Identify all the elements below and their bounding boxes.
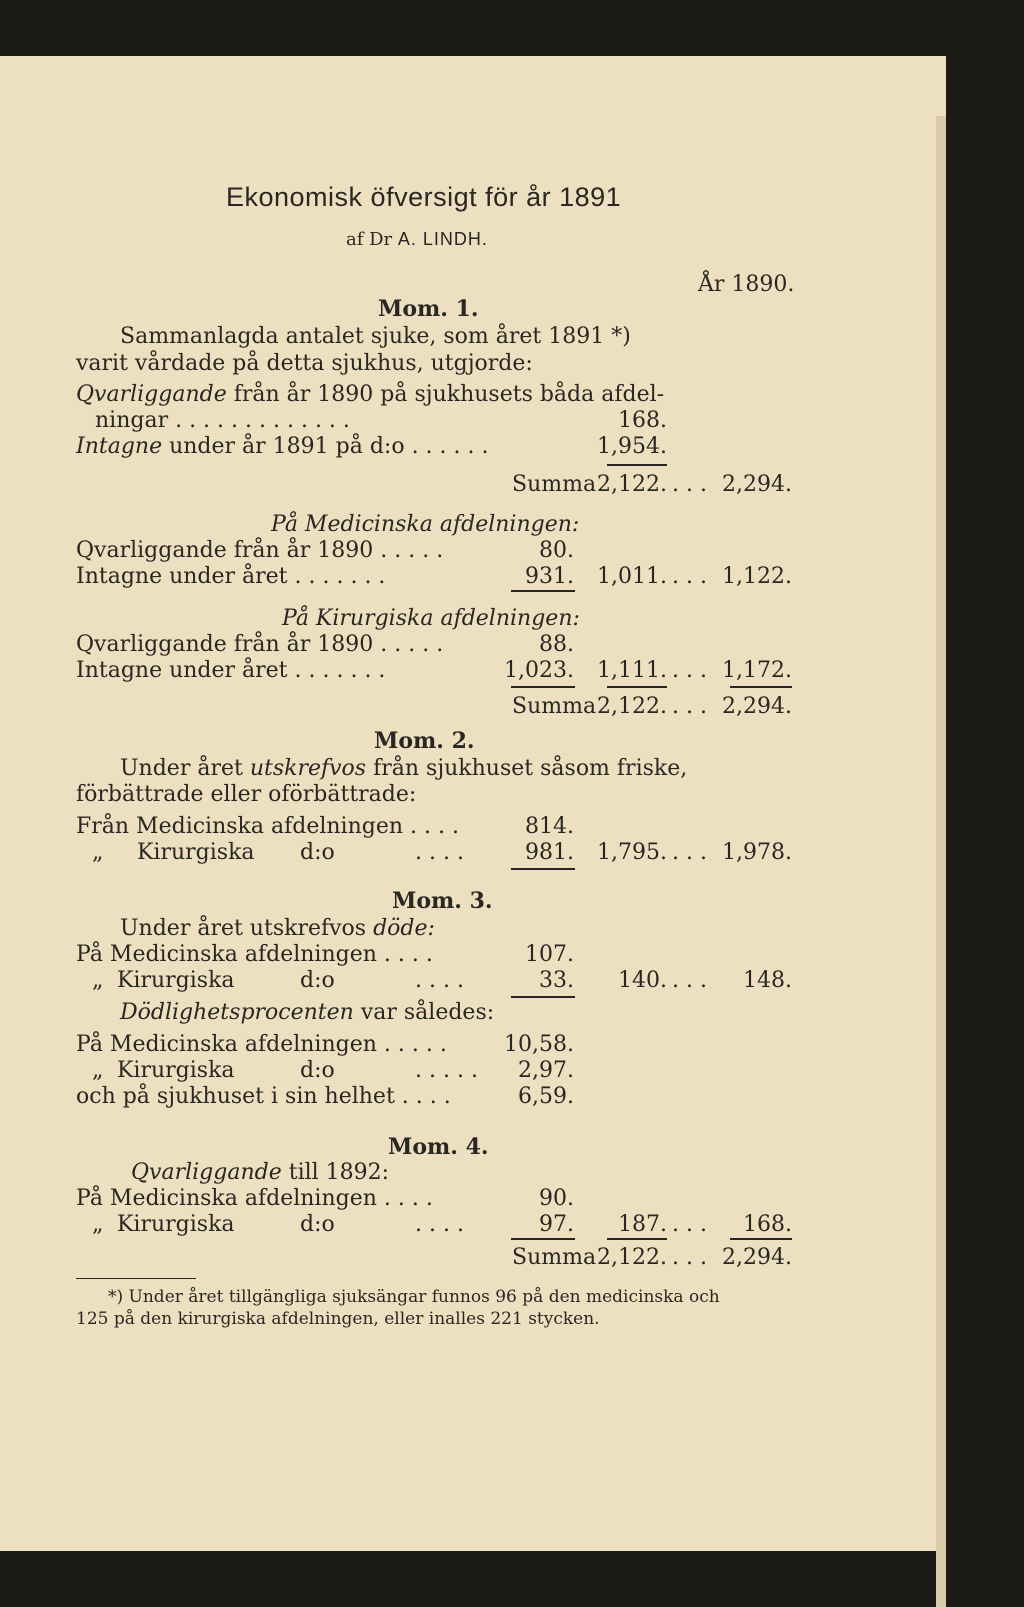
sum-rule [607,1238,667,1240]
mom3-pct-kir-quote: „ [92,1058,104,1083]
mom3-pct-italic: Dödlighetsprocenten [120,1000,354,1025]
mom2-intro-line2: förbättrade eller oförbättrade: [76,782,417,807]
mom4-summa-value: 2,122. [597,1245,667,1270]
mom3-intro [120,916,435,942]
mom1-med-intagne-value: 931. [525,564,574,589]
mom1-med-qvar-label: Qvarliggande från år 1890 . . . . . [76,538,444,563]
mom3-kir-dots: . . . . [415,968,464,993]
page-edge [936,116,946,1607]
mom1-intagne-line [76,434,489,460]
footnote-rule [76,1278,196,1279]
mom3-pct-all-value: 6,59. [518,1084,574,1109]
mom1-med-intagne-label: Intagne under året . . . . . . . [76,564,386,589]
sum-rule [730,1238,792,1240]
mom1-summa2-label: Summa [512,694,597,719]
sum-rule [511,686,575,688]
mom3-pct-rest: var således: [353,1000,495,1025]
mom4-intro [131,1160,389,1186]
column-header-1890: År 1890. [698,272,795,297]
mom3-pct-kir-value: 2,97. [518,1058,574,1083]
mom1-kir-intagne-label: Intagne under året . . . . . . . [76,658,386,683]
mom2-title: Mom. 2. [374,728,475,754]
mom2-total: 1,795. [597,840,667,865]
mom1-summa-label: Summa [512,472,597,497]
mom4-1890: 168. [743,1212,792,1237]
mom1-summa2-dots: . . . [672,694,707,719]
mom1-qvar-rest: från år 1890 på sjukhusets båda afdel- [226,382,665,407]
mom1-qvar-value: 168. [618,408,667,433]
mom1-intagne-word: Intagne [76,434,163,459]
page-title: Ekonomisk öfversigt för år 1891 [226,182,622,212]
mom1-med-heading: På Medicinska afdelningen: [271,512,580,537]
mom2-med-label: Från Medicinska afdelningen . . . . [76,814,459,839]
mom3-intro-a: Under året utskrefvos [120,916,374,941]
mom3-intro-italic: döde: [373,916,435,941]
mom1-intagne-rest: under år 1891 på d:o . . . . . . [162,434,489,459]
mom1-summa2-1890: 2,294. [722,694,792,719]
mom2-intro-a: Under året [120,756,250,781]
mom2-kir-quote: „ [92,840,104,865]
mom3-title: Mom. 3. [392,888,493,914]
mom3-1890: 148. [743,968,792,993]
mom3-pct-all-label: och på sjukhuset i sin helhet . . . . [76,1084,451,1109]
footnote-line2: 125 på den kirurgiska afdelningen, eller inalles 221 stycken. [76,1309,600,1329]
mom4-intro-rest: till 1892: [281,1160,390,1185]
mom1-kir-qvar-value: 88. [539,632,574,657]
mom3-kir-ditto: d:o [300,968,335,993]
mom1-summa2-value: 2,122. [597,694,667,719]
mom1-intro-line2: varit vårdade på detta sjukhus, utgjorde: [76,351,533,376]
mom2-intro-b: från sjukhuset såsom friske, [366,756,688,781]
mom1-summa-value: 2,122. [597,472,667,497]
mom1-summa-dots: . . . [672,472,707,497]
mom2-kir-label: Kirurgiska [137,840,255,865]
mom1-kir-1890: 1,172. [722,658,792,683]
mom3-pct-med-label: På Medicinska afdelningen . . . . . [76,1032,447,1057]
mom1-kir-heading: På Kirurgiska afdelningen: [282,606,580,631]
mom4-kir-value: 97. [539,1212,574,1237]
mom3-pct-kir-dots: . . . . . [415,1058,478,1083]
mom1-med-dots: . . . [672,564,707,589]
mom3-med-value: 107. [525,942,574,967]
mom3-total: 140. [618,968,667,993]
mom4-summa-1890: 2,294. [722,1245,792,1270]
mom1-intro-line1: Sammanlagda antalet sjuke, som året 1891 *) [120,324,631,349]
mom1-kir-dots: . . . [672,658,707,683]
mom3-kir-label: Kirurgiska [117,968,235,993]
document-page [0,56,946,1551]
mom2-1890: 1,978. [722,840,792,865]
mom4-summa-label: Summa [512,1245,597,1270]
mom4-kir-dots: . . . . [415,1212,464,1237]
mom4-title: Mom. 4. [388,1134,489,1160]
mom4-dots: . . . [672,1212,707,1237]
sum-rule [607,686,667,688]
mom2-med-value: 814. [525,814,574,839]
mom4-med-label: På Medicinska afdelningen . . . . [76,1186,433,1211]
mom4-summa-dots: . . . [672,1245,707,1270]
mom1-qvar-cont: ningar . . . . . . . . . . . . . [95,408,350,433]
author-line [346,226,488,253]
mom1-summa-1890: 2,294. [722,472,792,497]
mom1-kir-total: 1,111. [597,658,667,683]
mom2-intro-italic: utskrefvos [249,756,367,781]
mom4-kir-quote: „ [92,1212,104,1237]
mom1-intagne-value: 1,954. [597,434,667,459]
sum-rule [511,868,575,870]
sum-rule [607,464,667,466]
sum-rule [730,686,792,688]
author-prefix: af Dr [346,229,393,250]
author-name: A. LINDH. [397,229,488,249]
mom1-med-qvar-value: 80. [539,538,574,563]
mom3-pct-heading [120,1000,494,1026]
mom3-pct-kir-label: Kirurgiska [117,1058,235,1083]
mom3-pct-med-value: 10,58. [504,1032,574,1057]
mom3-kir-value: 33. [539,968,574,993]
mom3-med-label: På Medicinska afdelningen . . . . [76,942,433,967]
footnote-line1: *) Under året tillgängliga sjuksängar funnos 96 på den medicinska och [108,1287,720,1307]
mom1-med-1890: 1,122. [722,564,792,589]
mom4-kir-ditto: d:o [300,1212,335,1237]
mom2-kir-dots: . . . . [415,840,464,865]
mom1-qvar-line [76,382,664,408]
sum-rule [511,590,575,592]
mom3-kir-quote: „ [92,968,104,993]
mom4-intro-italic: Qvarliggande [131,1160,282,1185]
mom4-med-value: 90. [539,1186,574,1211]
mom4-kir-label: Kirurgiska [117,1212,235,1237]
mom2-kir-value: 981. [525,840,574,865]
mom3-dots: . . . [672,968,707,993]
mom1-title: Mom. 1. [378,296,479,322]
mom1-kir-qvar-label: Qvarliggande från år 1890 . . . . . [76,632,444,657]
sum-rule [511,996,575,998]
mom1-med-total: 1,011. [597,564,667,589]
sum-rule [511,1238,575,1240]
mom4-total: 187. [618,1212,667,1237]
mom2-dots: . . . [672,840,707,865]
mom1-kir-intagne-value: 1,023. [504,658,574,683]
mom3-pct-kir-ditto: d:o [300,1058,335,1083]
mom1-qvar-word: Qvarliggande [76,382,227,407]
mom2-kir-ditto: d:o [300,840,335,865]
mom2-intro-line1 [120,756,687,782]
